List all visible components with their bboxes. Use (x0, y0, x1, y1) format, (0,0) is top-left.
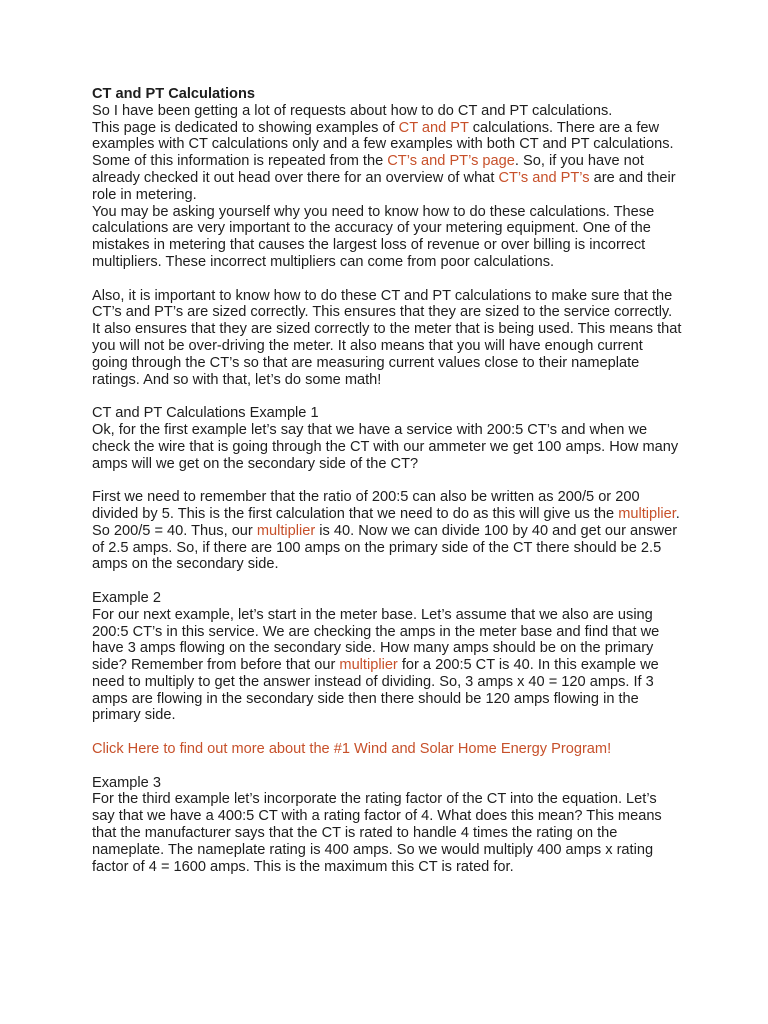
spacer (92, 388, 682, 405)
spacer (92, 724, 682, 741)
multiplier-link[interactable]: multiplier (618, 505, 676, 522)
multiplier-link[interactable]: multiplier (339, 657, 398, 674)
example1-heading: CT and PT Calculations Example 1 (92, 405, 319, 422)
example2-paragraph (92, 607, 682, 725)
document-body (92, 86, 682, 875)
spacer (92, 271, 682, 288)
cts-and-pts-page-link[interactable]: CT’s and PT’s page (387, 153, 515, 170)
cts-and-pts-link[interactable]: CT’s and PT’s (498, 169, 590, 186)
page-title: CT and PT Calculations (92, 86, 255, 102)
spacer (92, 758, 682, 775)
example1-answer (92, 489, 682, 573)
why-paragraph: You may be asking yourself why you need to know how to do these calculations. These calculations are very important to the accuracy of your metering equipment. One of the mistakes in metering that causes the largest loss of revenue or over billing is incorrect multipliers. These incorrect multipliers can come from poor calculations. (92, 203, 655, 270)
spacer (92, 472, 682, 489)
intro-first-line: So I have been getting a lot of requests about how to do CT and PT calculations. (92, 102, 613, 119)
example3-heading: Example 3 (92, 774, 161, 791)
example2-text-a: For our next example, let’s start in the meter base. Let’s assume that we also are using 200:5 CT’s in this service. We are checking the amps in the meter base and find that we have 3 amps flowing on the secondary side. How many amps should be on the primary side? Remember from before that our (92, 606, 660, 674)
example1-text-a: First we need to remember that the ratio of 200:5 can also be written as 200/5 or 200 divided by 5. This is the first calculation that we need to do as this will give us the (92, 489, 640, 522)
intro-text-a: This page is dedicated to showing examples of (92, 119, 399, 136)
example2-heading: Example 2 (92, 589, 161, 606)
multiplier-link[interactable]: multiplier (256, 522, 316, 539)
example2-text-b: for a 200:5 CT is 40. In this example we need to multiply to get the answer instead of dividing. So, 3 amps x 40 = 120 amps. If 3 amps are flowing in the secondary side then there should be 120 amps flowing in the primary side. (92, 657, 659, 724)
intro-text-d: are and their role in metering. (92, 169, 676, 203)
example1-text-b: . So 200/5 = 40. Thus, our (92, 505, 680, 539)
promo-link[interactable]: Click Here to find out more about the #1 Wind and Solar Home Energy Program! (92, 741, 612, 758)
spacer (92, 573, 682, 590)
ct-and-pt-link[interactable]: CT and PT (398, 119, 469, 136)
intro-text-b: calculations. There are a few examples with CT calculations only and a few examples with both CT and PT calculations. Some of this information is repeated from the (92, 119, 674, 170)
example1-text-c: is 40. Now we can divide 100 by 40 and get our answer of 2.5 amps. So, if there are 100 amps on the primary side of the CT there should be 2.5 amps on the secondary side. (92, 522, 678, 573)
intro-text-c: . So, if you have not already checked it out head over there for an overview of what (92, 153, 644, 186)
example3-paragraph: For the third example let’s incorporate the rating factor of the CT into the equation. Let’s say that we have a 400:5 CT with a rating factor of 4. What does this mean? This means that the manufacturer says that the CT is rated to handle 4 times the rating on the nameplate. The nameplate rating is 400 amps. So we would multiply 400 amps x rating factor of 4 = 1600 amps. This is the maximum this CT is rated for. (92, 791, 662, 875)
example1-question: Ok, for the first example let’s say that we have a service with 200:5 CT’s and when we check the wire that is going through the CT with our ammeter we get 100 amps. How many amps will we get on the secondary side of the CT? (92, 421, 679, 472)
sizing-paragraph: Also, it is important to know how to do these CT and PT calculations to make sure that the CT’s and PT’s are sized correctly. This ensures that they are sized to the service correctly. It also ensures that they are sized correctly to the meter that is being used. This means that you will not be over-driving the meter. It also means that you will have enough current going through the CT’s so that are measuring current values close to their nameplate ratings. And so with that, let’s do some math! (92, 287, 682, 388)
intro-paragraph (92, 120, 682, 204)
